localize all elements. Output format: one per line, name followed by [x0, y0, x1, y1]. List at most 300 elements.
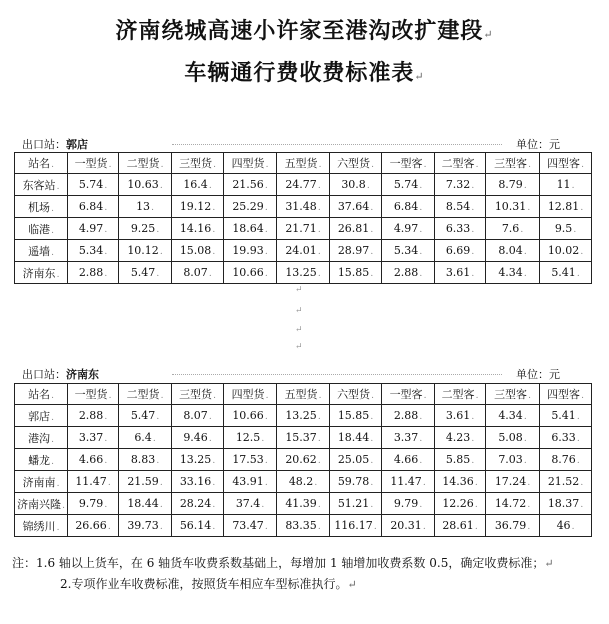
cell-end-mark: .: [318, 391, 322, 401]
column-header: 一型客.: [382, 153, 435, 174]
cell-end-mark: .: [423, 391, 427, 401]
table2-station-name: 济南东: [66, 368, 99, 381]
fare-cell: 2.88.: [68, 262, 119, 284]
cell-end-mark: .: [212, 247, 216, 257]
fare-cell: 9.79.: [68, 493, 119, 515]
cell-end-mark: .: [317, 456, 321, 466]
fare-cell: 4.34.: [486, 262, 540, 284]
fare-cell: 19.93.: [224, 240, 277, 262]
cell-end-mark: .: [471, 247, 475, 257]
cell-end-mark: .: [419, 500, 423, 510]
paragraph-mark: ↵: [414, 70, 425, 83]
cell-end-mark: .: [370, 203, 374, 213]
paragraph-mark: ↵: [483, 28, 494, 41]
cell-end-mark: .: [573, 225, 577, 235]
cell-end-mark: .: [208, 181, 212, 191]
cell-end-mark: .: [51, 434, 54, 445]
fare-cell: 18.37.: [540, 493, 592, 515]
fare-cell: 10.66.: [224, 405, 277, 427]
cell-end-mark: .: [419, 456, 423, 466]
dotted-leader: [172, 144, 502, 145]
table-row: [15, 174, 592, 196]
cell-end-mark: .: [104, 181, 108, 191]
cell-end-mark: .: [314, 478, 318, 488]
station-cell: 港沟.: [15, 427, 68, 449]
fare-cell: 46.: [540, 515, 592, 537]
cell-end-mark: .: [156, 225, 160, 235]
column-header: 三型货.: [172, 384, 224, 405]
station-cell: 济南南.: [15, 471, 68, 493]
cell-end-mark: .: [523, 181, 527, 191]
fare-cell: 14.36.: [435, 471, 486, 493]
note-2: [12, 574, 602, 595]
cell-end-mark: .: [471, 225, 475, 235]
fare-cell: 6.4.: [119, 427, 172, 449]
cell-end-mark: .: [317, 225, 321, 235]
fare-cell: 8.83.: [119, 449, 172, 471]
fare-cell: 8.07.: [172, 262, 224, 284]
cell-end-mark: .: [370, 500, 374, 510]
cell-end-mark: .: [370, 456, 374, 466]
fare-cell: 13.25.: [172, 449, 224, 471]
cell-end-mark: .: [212, 456, 216, 466]
cell-end-mark: .: [317, 500, 321, 510]
fare-cell: 5.08.: [486, 427, 540, 449]
cell-end-mark: .: [471, 269, 475, 279]
column-header: 四型货.: [224, 153, 277, 174]
dotted-leader: [172, 374, 502, 375]
cell-end-mark: .: [264, 203, 268, 213]
cell-end-mark: .: [160, 160, 164, 170]
fare-cell: 26.66.: [68, 515, 119, 537]
table1-station-label: [22, 136, 88, 152]
cell-end-mark: .: [264, 247, 268, 257]
column-header: 四型客.: [540, 153, 592, 174]
fare-cell: 7.6.: [486, 218, 540, 240]
cell-end-mark: .: [156, 412, 160, 422]
fare-cell: 2.88.: [382, 262, 435, 284]
cell-end-mark: .: [523, 412, 527, 422]
fare-cell: 37.64.: [330, 196, 382, 218]
fare-cell: 59.78.: [330, 471, 382, 493]
cell-end-mark: .: [422, 478, 426, 488]
column-header: 六型货.: [330, 153, 382, 174]
paragraph-mark: ↵: [347, 578, 357, 591]
fare-cell: 7.03.: [486, 449, 540, 471]
cell-end-mark: .: [51, 391, 54, 401]
paragraph-mark: ↵: [295, 325, 303, 335]
cell-end-mark: .: [370, 247, 374, 257]
fare-cell: 3.61.: [435, 262, 486, 284]
cell-end-mark: .: [317, 434, 321, 444]
table2-station-line: [22, 366, 582, 380]
fare-cell: 21.56.: [224, 174, 277, 196]
table-row: [15, 427, 592, 449]
cell-end-mark: .: [51, 247, 54, 258]
fare-cell: 2.88.: [68, 405, 119, 427]
fare-cell: 5.41.: [540, 405, 592, 427]
fare-cell: 37.4.: [224, 493, 277, 515]
fare-cell: 11.47.: [68, 471, 119, 493]
fare-cell: 20.62.: [277, 449, 330, 471]
cell-end-mark: .: [104, 500, 108, 510]
fare-cell: 15.85.: [330, 262, 382, 284]
cell-end-mark: .: [317, 412, 321, 422]
cell-end-mark: .: [56, 181, 60, 192]
column-header: 三型货.: [172, 153, 224, 174]
column-header: 四型客.: [540, 384, 592, 405]
fare-cell: 51.21.: [330, 493, 382, 515]
paragraph-mark: ↵: [544, 557, 554, 570]
cell-end-mark: .: [152, 434, 156, 444]
cell-end-mark: .: [160, 391, 164, 401]
fare-cell: 10.02.: [540, 240, 592, 262]
column-header: 站名.: [15, 384, 68, 405]
cell-end-mark: .: [527, 478, 531, 488]
cell-end-mark: .: [370, 412, 374, 422]
fare-cell: 6.33.: [435, 218, 486, 240]
fare-cell: 9.25.: [119, 218, 172, 240]
fare-cell: 6.84.: [382, 196, 435, 218]
fare-cell: 25.05.: [330, 449, 382, 471]
fare-cell: 6.69.: [435, 240, 486, 262]
fare-cell: 28.97.: [330, 240, 382, 262]
cell-end-mark: .: [56, 522, 60, 533]
fare-cell: 13.: [119, 196, 172, 218]
fare-cell: 15.85.: [330, 405, 382, 427]
cell-end-mark: .: [523, 456, 527, 466]
cell-end-mark: .: [208, 269, 212, 279]
cell-end-mark: .: [371, 391, 374, 401]
cell-end-mark: .: [104, 434, 108, 444]
cell-end-mark: .: [159, 181, 163, 191]
cell-end-mark: .: [212, 522, 216, 532]
fare-cell: 12.26.: [435, 493, 486, 515]
fare-cell: 8.79.: [486, 174, 540, 196]
fare-cell: 14.72.: [486, 493, 540, 515]
fare-cell: 13.25.: [277, 405, 330, 427]
fare-cell: 18.44.: [119, 493, 172, 515]
cell-end-mark: .: [471, 434, 475, 444]
cell-end-mark: .: [576, 412, 580, 422]
title-line-1: [0, 14, 609, 45]
column-header: 五型货.: [277, 153, 330, 174]
paragraph-mark: ↵: [295, 285, 303, 295]
table2-station-label: [22, 366, 99, 382]
cell-end-mark: .: [159, 247, 163, 257]
fare-cell: 8.04.: [486, 240, 540, 262]
cell-end-mark: .: [528, 160, 531, 170]
cell-end-mark: .: [108, 391, 112, 401]
cell-end-mark: .: [107, 522, 111, 532]
station-cell: 遥墙.: [15, 240, 68, 262]
cell-end-mark: .: [580, 500, 584, 510]
fare-cell: 8.54.: [435, 196, 486, 218]
cell-end-mark: .: [317, 247, 321, 257]
fare-cell: 5.47.: [119, 405, 172, 427]
fare-cell: 5.85.: [435, 449, 486, 471]
cell-end-mark: .: [422, 522, 426, 532]
column-header: 二型货.: [119, 384, 172, 405]
fare-cell: 4.66.: [382, 449, 435, 471]
fare-cell: 10.63.: [119, 174, 172, 196]
fare-cell: 39.73.: [119, 515, 172, 537]
fare-cell: 7.32.: [435, 174, 486, 196]
fare-table-2: [14, 383, 592, 537]
fare-cell: 8.76.: [540, 449, 592, 471]
cell-end-mark: .: [581, 160, 584, 170]
cell-end-mark: .: [471, 181, 475, 191]
fare-cell: 10.12.: [119, 240, 172, 262]
cell-end-mark: .: [527, 500, 531, 510]
table-row: [15, 471, 592, 493]
cell-end-mark: .: [471, 456, 475, 466]
cell-end-mark: .: [51, 160, 54, 170]
cell-end-mark: .: [108, 160, 112, 170]
fare-cell: 15.37.: [277, 427, 330, 449]
fare-cell: 13.25.: [277, 262, 330, 284]
cell-end-mark: .: [264, 269, 268, 279]
cell-end-mark: .: [523, 247, 527, 257]
cell-end-mark: .: [264, 478, 268, 488]
cell-end-mark: .: [265, 160, 269, 170]
cell-end-mark: .: [104, 225, 108, 235]
column-header: 二型客.: [435, 384, 486, 405]
paragraph-mark: ↵: [295, 306, 303, 316]
cell-end-mark: .: [474, 500, 478, 510]
cell-end-mark: .: [419, 247, 423, 257]
notes: [12, 553, 602, 595]
cell-end-mark: .: [576, 456, 580, 466]
cell-end-mark: .: [264, 181, 268, 191]
cell-end-mark: .: [104, 456, 108, 466]
fare-cell: 17.24.: [486, 471, 540, 493]
table-row: [15, 405, 592, 427]
fare-cell: 8.07.: [172, 405, 224, 427]
station-label-text: 出口站：: [22, 368, 66, 381]
fare-cell: 12.81.: [540, 196, 592, 218]
cell-end-mark: .: [419, 203, 423, 213]
fare-cell: 5.74.: [68, 174, 119, 196]
station-cell: 锦绣川.: [15, 515, 68, 537]
cell-end-mark: .: [471, 412, 475, 422]
fare-cell: 73.47.: [224, 515, 277, 537]
cell-end-mark: .: [212, 225, 216, 235]
fare-cell: 10.31.: [486, 196, 540, 218]
cell-end-mark: .: [317, 203, 321, 213]
cell-end-mark: .: [208, 412, 212, 422]
fare-cell: 4.97.: [68, 218, 119, 240]
cell-end-mark: .: [213, 160, 216, 170]
cell-end-mark: .: [212, 500, 216, 510]
cell-end-mark: .: [580, 247, 584, 257]
fare-cell: 10.66.: [224, 262, 277, 284]
cell-end-mark: .: [527, 522, 531, 532]
fare-cell: 41.39.: [277, 493, 330, 515]
fare-cell: 2.88.: [382, 405, 435, 427]
note-1: [12, 553, 602, 574]
title-line-1-text: 济南绕城高速小许家至港沟改扩建段: [115, 18, 484, 44]
table1-station-line: [22, 136, 582, 150]
column-header: 站名.: [15, 153, 68, 174]
cell-end-mark: .: [261, 434, 265, 444]
note-2-text: 2.专项作业车收费标准，按照货车相应车型标准执行。: [60, 577, 348, 591]
fare-cell: 4.66.: [68, 449, 119, 471]
table-row: [15, 493, 592, 515]
cell-end-mark: .: [366, 181, 370, 191]
fare-cell: 12.5.: [224, 427, 277, 449]
cell-end-mark: .: [528, 391, 531, 401]
fare-cell: 5.34.: [382, 240, 435, 262]
cell-end-mark: .: [370, 478, 374, 488]
fare-cell: 9.46.: [172, 427, 224, 449]
cell-end-mark: .: [156, 456, 160, 466]
table1-station-name: 郭店: [66, 138, 88, 151]
column-header: 五型货.: [277, 384, 330, 405]
table-row: [15, 218, 592, 240]
cell-end-mark: .: [208, 434, 212, 444]
fare-cell: 28.61.: [435, 515, 486, 537]
fare-cell: 14.16.: [172, 218, 224, 240]
cell-end-mark: .: [104, 412, 108, 422]
station-cell: 临港.: [15, 218, 68, 240]
table1-unit: 单位：元: [516, 138, 560, 151]
cell-end-mark: .: [419, 225, 423, 235]
cell-end-mark: .: [213, 391, 216, 401]
cell-end-mark: .: [265, 391, 269, 401]
cell-end-mark: .: [264, 522, 268, 532]
note-1-text: 注：1.6 轴以上货车，在 6 轴货车收费系数基础上，每增加 1 轴增加收费系数 0.5，确定收费标准；: [12, 556, 545, 570]
cell-end-mark: .: [520, 225, 524, 235]
fare-cell: 4.34.: [486, 405, 540, 427]
paragraph-mark: ↵: [295, 342, 303, 352]
fare-cell: 24.77.: [277, 174, 330, 196]
column-header: 一型货.: [68, 384, 119, 405]
column-header: 二型货.: [119, 153, 172, 174]
table-row: [15, 196, 592, 218]
column-header: 四型货.: [224, 384, 277, 405]
fare-cell: 3.61.: [435, 405, 486, 427]
fare-cell: 3.37.: [68, 427, 119, 449]
cell-end-mark: .: [107, 478, 111, 488]
fare-cell: 48.2.: [277, 471, 330, 493]
fare-cell: 5.47.: [119, 262, 172, 284]
fare-cell: 21.52.: [540, 471, 592, 493]
table-row: [15, 240, 592, 262]
cell-end-mark: .: [419, 434, 423, 444]
fare-cell: 3.37.: [382, 427, 435, 449]
table-header-row: [15, 153, 592, 174]
fare-cell: 5.34.: [68, 240, 119, 262]
station-cell: 东客站.: [15, 174, 68, 196]
cell-end-mark: .: [527, 203, 531, 213]
cell-end-mark: .: [51, 225, 54, 236]
fare-cell: 116.17.: [330, 515, 382, 537]
fare-cell: 25.29.: [224, 196, 277, 218]
cell-end-mark: .: [212, 478, 216, 488]
station-cell: 蟠龙.: [15, 449, 68, 471]
cell-end-mark: .: [419, 412, 423, 422]
fare-table-1: [14, 152, 592, 284]
cell-end-mark: .: [104, 203, 108, 213]
fare-cell: 15.08.: [172, 240, 224, 262]
cell-end-mark: .: [370, 434, 374, 444]
fare-cell: 36.79.: [486, 515, 540, 537]
fare-cell: 30.8.: [330, 174, 382, 196]
cell-end-mark: .: [159, 522, 163, 532]
cell-end-mark: .: [56, 478, 60, 489]
column-header: 三型客.: [486, 153, 540, 174]
cell-end-mark: .: [104, 269, 108, 279]
fare-cell: 6.33.: [540, 427, 592, 449]
cell-end-mark: .: [51, 412, 54, 423]
station-label-text: 出口站：: [22, 138, 66, 151]
fare-cell: 4.23.: [435, 427, 486, 449]
cell-end-mark: .: [51, 203, 54, 214]
cell-end-mark: .: [576, 269, 580, 279]
fare-cell: 9.79.: [382, 493, 435, 515]
cell-end-mark: .: [159, 500, 163, 510]
fare-cell: 33.16.: [172, 471, 224, 493]
title-line-2-text: 车辆通行费收费标准表: [184, 60, 415, 86]
station-cell: 郭店.: [15, 405, 68, 427]
fare-cell: 16.4.: [172, 174, 224, 196]
cell-end-mark: .: [51, 456, 54, 467]
cell-end-mark: .: [419, 181, 423, 191]
fare-cell: 43.91.: [224, 471, 277, 493]
fare-cell: 56.14.: [172, 515, 224, 537]
cell-end-mark: .: [475, 391, 479, 401]
column-header: 三型客.: [486, 384, 540, 405]
fare-cell: 6.84.: [68, 196, 119, 218]
fare-cell: 5.74.: [382, 174, 435, 196]
fare-cell: 19.12.: [172, 196, 224, 218]
station-cell: 济南东.: [15, 262, 68, 284]
cell-end-mark: .: [317, 269, 321, 279]
table-row: [15, 449, 592, 471]
cell-end-mark: .: [159, 478, 163, 488]
cell-end-mark: .: [318, 160, 322, 170]
table2-unit: 单位：元: [516, 368, 560, 381]
cell-end-mark: .: [571, 522, 575, 532]
fare-cell: 28.24.: [172, 493, 224, 515]
column-header: 六型货.: [330, 384, 382, 405]
cell-end-mark: .: [580, 478, 584, 488]
cell-end-mark: .: [371, 160, 374, 170]
cell-end-mark: .: [423, 160, 427, 170]
fare-cell: 24.01.: [277, 240, 330, 262]
station-cell: 济南兴隆.: [15, 493, 68, 515]
table-row: [15, 515, 592, 537]
cell-end-mark: .: [62, 500, 65, 511]
cell-end-mark: .: [56, 269, 60, 280]
cell-end-mark: .: [370, 225, 374, 235]
cell-end-mark: .: [317, 181, 321, 191]
column-header: 二型客.: [435, 153, 486, 174]
cell-end-mark: .: [576, 434, 580, 444]
fare-cell: 26.81.: [330, 218, 382, 240]
fare-cell: 21.59.: [119, 471, 172, 493]
fare-cell: 17.53.: [224, 449, 277, 471]
fare-cell: 5.41.: [540, 262, 592, 284]
column-header: 一型货.: [68, 153, 119, 174]
cell-end-mark: .: [571, 181, 575, 191]
cell-end-mark: .: [370, 269, 374, 279]
cell-end-mark: .: [474, 522, 478, 532]
cell-end-mark: .: [156, 269, 160, 279]
fare-cell: 31.48.: [277, 196, 330, 218]
cell-end-mark: .: [474, 478, 478, 488]
